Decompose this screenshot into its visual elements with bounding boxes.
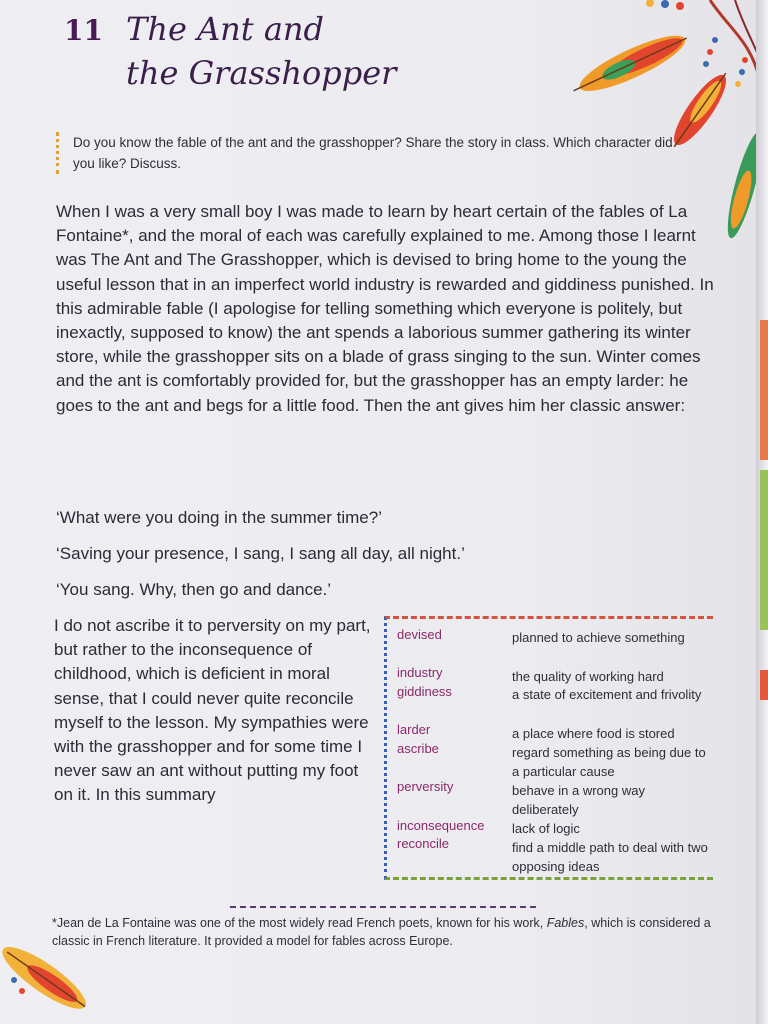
glossary-word: inconsequence [397,818,485,833]
footnote-italic-title: Fables [546,916,585,930]
glossary-word: giddiness [397,684,452,699]
glossary-box [384,616,713,880]
glossary-definition: a place where food is stored [512,726,675,741]
glossary-definition: find a middle path to deal with two opposing ideas [512,840,708,874]
page-tab [760,470,768,630]
glossary-definition: lack of logic [512,821,580,836]
chapter-title-line-1: The Ant and [126,10,324,48]
footnote [52,914,722,950]
glossary-word: industry [397,665,443,680]
chapter-title-line-2: the Grasshopper [126,54,397,92]
page-tab [760,670,768,700]
story-paragraph-2: I do not ascribe it to perversity on my part, but rather to the inconsequence of childhood, which is deficient in moral sense, that I could never quite reconcile myself to the lesson. My sympathies were with the grasshopper and for some time I never saw an ant without putting my foot on it. In this summary [54,616,371,805]
glossary-definition: the quality of working hard [512,669,664,684]
glossary-definition: regard something as being due to a particular cause [512,745,706,779]
dialogue-quote-3: ‘You sang. Why, then go and dance.’ [56,580,332,599]
glossary-word: reconcile [397,836,450,851]
glossary-word: perversity [397,779,454,794]
glossary-word: larder [397,722,431,737]
glossary-definition: behave in a wrong way deliberately [512,783,645,817]
footnote-text: *Jean de La Fontaine was one of the most widely read French poets, known for his work, [52,916,547,930]
glossary-definition: a state of excitement and frivolity [512,687,702,702]
glossary-word: devised [397,627,442,642]
page-tab [760,320,768,460]
footnote-text: , which is considered a classic in French literature. It provided a model for fables across Europe. [52,916,711,948]
story-paragraph-1: When I was a very small boy I was made to learn by heart certain of the fables of La Fontaine*, and the moral of each was carefully explained to me. Among those I learnt was The Ant and The Grasshopper, which is devised to bring home to the young the useful lesson that in an imperfect world industry is rewarded and giddiness punished. In this admirable fable (I apologise for telling something which everyone is politely, but inexactly, supposed to know) the ant spends a laborious summer gathering its winter store, while the grasshopper sits on a blade of grass singing to the sun. Winter comes and the ant is comfortably provided for, but the grasshopper has an empty larder: he goes to the ant and begs for a little food. Then the ant gives him her classic answer: [56,202,714,415]
dialogue-quote-2: ‘Saving your presence, I sang, I sang all day, all night.’ [56,544,465,563]
footnote-divider [230,906,536,908]
discussion-prompt: Do you know the fable of the ant and the grasshopper? Share the story in class. Which character did you like? Discuss. [56,132,673,174]
glossary-definition: planned to achieve something [512,630,685,645]
dialogue-quote-1: ‘What were you doing in the summer time?’ [56,508,382,527]
glossary-word: ascribe [397,741,439,756]
chapter-number: 11 [64,14,103,47]
